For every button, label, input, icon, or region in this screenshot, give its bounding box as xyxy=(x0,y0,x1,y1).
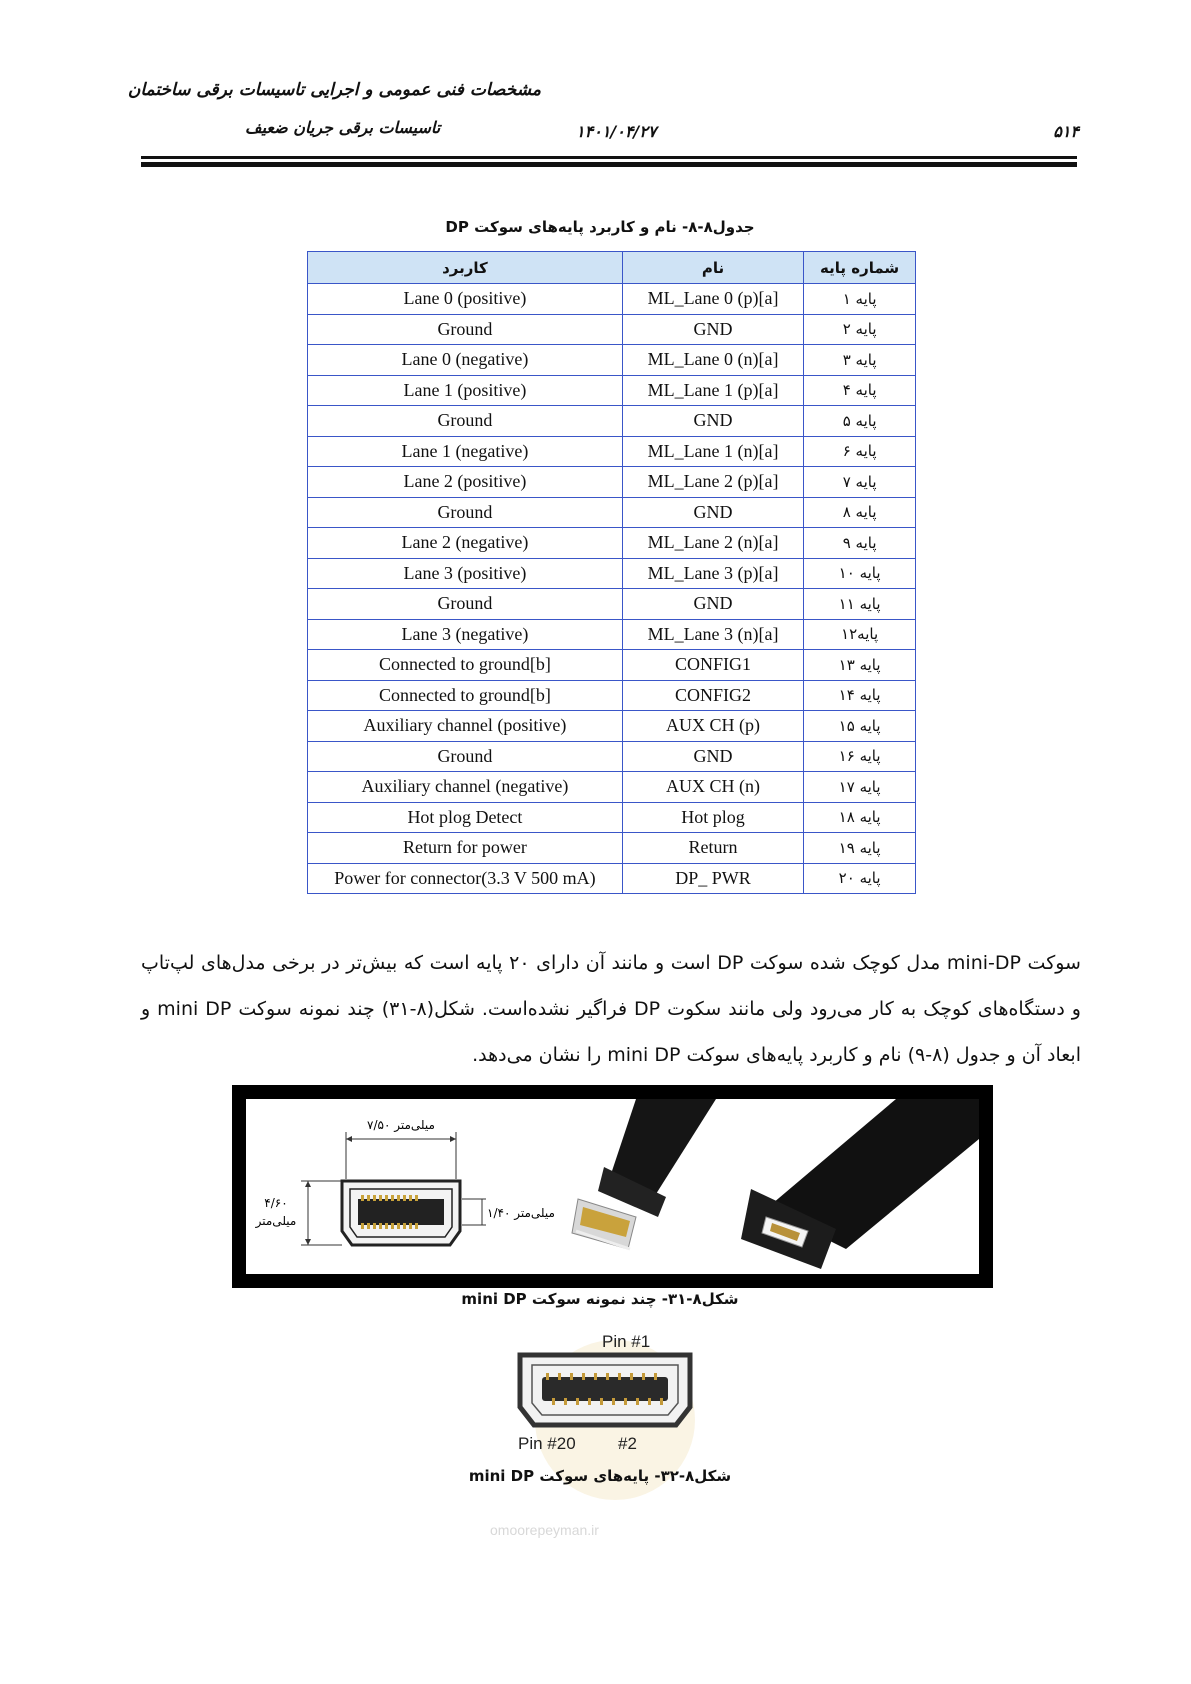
cell-name: GND xyxy=(622,741,803,772)
cell-name: CONFIG2 xyxy=(622,680,803,711)
figure2-caption: شکل۸-۳۲- پایه‌های سوکت mini DP xyxy=(468,1467,732,1485)
cell-usage: Ground xyxy=(308,589,623,620)
dim-height-value: ۴/۶۰ xyxy=(264,1196,288,1210)
dim-width-label: ۷/۵۰ میلی‌متر xyxy=(367,1118,435,1132)
cell-pin: پایه ۱۴ xyxy=(804,680,916,711)
cell-name: GND xyxy=(622,314,803,345)
table-row xyxy=(308,772,916,803)
cell-usage: Lane 1 (negative) xyxy=(308,436,623,467)
cell-name: ML_Lane 3 (p)[a] xyxy=(622,558,803,589)
table-row xyxy=(308,467,916,498)
table-row xyxy=(308,497,916,528)
cell-name: CONFIG1 xyxy=(622,650,803,681)
table-row xyxy=(308,680,916,711)
label-pin2: #2 xyxy=(618,1434,637,1453)
dim-inner-label: ۱/۴۰ میلی‌متر xyxy=(487,1206,555,1220)
cell-name: GND xyxy=(622,406,803,437)
table-row xyxy=(308,284,916,315)
mini-dp-male-plug xyxy=(572,1099,716,1249)
cell-pin: پایه ۲ xyxy=(804,314,916,345)
cell-pin: پایه ۱۱ xyxy=(804,589,916,620)
cell-pin: پایه ۷ xyxy=(804,467,916,498)
cell-usage: Connected to ground[b] xyxy=(308,680,623,711)
cell-usage: Auxiliary channel (positive) xyxy=(308,711,623,742)
cell-pin: پایه ۶ xyxy=(804,436,916,467)
cell-name: AUX CH (n) xyxy=(622,772,803,803)
cell-name: ML_Lane 3 (n)[a] xyxy=(622,619,803,650)
table-row xyxy=(308,619,916,650)
cell-name: GND xyxy=(622,589,803,620)
cell-usage: Lane 0 (positive) xyxy=(308,284,623,315)
cell-usage: Lane 2 (positive) xyxy=(308,467,623,498)
cell-pin: پایه۱۲ xyxy=(804,619,916,650)
body-paragraph: سوکت mini-DP مدل کوچک شده سوکت DP است و مانند آن دارای ۲۰ پایه است که بیش‌تر در برخی مدل‌های لپ‌تاپ و دستگاه‌های کوچک به کار می‌رود ولی مانند سکوت DP فراگیر نشده‌است. شکل(۸-۳۱) چند نمونه سوکت mini DP و ابعاد آن و جدول (۸-۹) نام و کاربرد پایه‌های سوکت mini DP را نشان می‌دهد. xyxy=(141,952,1081,1066)
cell-pin: پایه ۸ xyxy=(804,497,916,528)
table-caption: جدول۸-۸- نام و کاربرد پایه‌های سوکت DP xyxy=(445,218,755,236)
mini-dp-female-socket xyxy=(741,1099,979,1269)
document-title: مشخصات فنی عمومی و اجرایی تاسیسات برقی ساختمان xyxy=(127,80,541,100)
table-row xyxy=(308,406,916,437)
cell-usage: Auxiliary channel (negative) xyxy=(308,772,623,803)
figure-mini-dp-pins xyxy=(490,1325,720,1545)
cell-usage: Lane 3 (positive) xyxy=(308,558,623,589)
cell-pin: پایه ۱۳ xyxy=(804,650,916,681)
label-pin1: Pin #1 xyxy=(602,1332,651,1351)
cell-pin: پایه ۲۰ xyxy=(804,863,916,894)
cell-name: ML_Lane 1 (p)[a] xyxy=(622,375,803,406)
cell-name: ML_Lane 2 (n)[a] xyxy=(622,528,803,559)
cell-pin: پایه ۱۷ xyxy=(804,772,916,803)
table-row xyxy=(308,741,916,772)
cell-pin: پایه ۴ xyxy=(804,375,916,406)
cell-pin: پایه ۱۹ xyxy=(804,833,916,864)
document-subtitle: تاسیسات برقی جریان ضعیف xyxy=(245,118,441,137)
header-rule-thick xyxy=(141,162,1077,167)
cell-name: ML_Lane 1 (n)[a] xyxy=(622,436,803,467)
cell-usage: Lane 1 (positive) xyxy=(308,375,623,406)
cell-pin: پایه ۵ xyxy=(804,406,916,437)
cell-name: AUX CH (p) xyxy=(622,711,803,742)
table-row xyxy=(308,375,916,406)
table-row xyxy=(308,345,916,376)
connector-dimension-drawing xyxy=(255,1118,555,1245)
cell-name: GND xyxy=(622,497,803,528)
cell-name: Return xyxy=(622,833,803,864)
watermark-text: omoorepeyman.ir xyxy=(490,1522,599,1538)
cell-name: DP_ PWR xyxy=(622,863,803,894)
table-row xyxy=(308,711,916,742)
cell-name: Hot plog xyxy=(622,802,803,833)
cell-usage: Ground xyxy=(308,497,623,528)
cell-usage: Return for power xyxy=(308,833,623,864)
cell-usage: Lane 0 (negative) xyxy=(308,345,623,376)
table-row xyxy=(308,802,916,833)
cell-pin: پایه ۱ xyxy=(804,284,916,315)
cell-pin: پایه ۱۰ xyxy=(804,558,916,589)
table-header-row xyxy=(308,252,916,284)
pin-table-body xyxy=(308,284,916,894)
table-row xyxy=(308,436,916,467)
cell-usage: Connected to ground[b] xyxy=(308,650,623,681)
table-row xyxy=(308,833,916,864)
cell-usage: Lane 3 (negative) xyxy=(308,619,623,650)
cell-usage: Ground xyxy=(308,314,623,345)
page-number: ۵۱۴ xyxy=(1053,122,1079,141)
cell-name: ML_Lane 0 (n)[a] xyxy=(622,345,803,376)
cell-usage: Lane 2 (negative) xyxy=(308,528,623,559)
mini-dp-drawing xyxy=(246,1099,979,1274)
header-pin: شماره پایه xyxy=(804,252,916,284)
cell-name: ML_Lane 2 (p)[a] xyxy=(622,467,803,498)
cell-pin: پایه ۳ xyxy=(804,345,916,376)
header-rule-thin xyxy=(141,156,1077,159)
pin-table xyxy=(307,251,916,894)
cell-usage: Ground xyxy=(308,741,623,772)
table-row xyxy=(308,650,916,681)
figure1-caption: شکل۸-۳۱- چند نمونه سوکت mini DP xyxy=(461,1290,739,1308)
cell-name: ML_Lane 0 (p)[a] xyxy=(622,284,803,315)
header-usage: کاربرد xyxy=(308,252,623,284)
figure-mini-dp-samples xyxy=(232,1085,993,1288)
table-row xyxy=(308,558,916,589)
label-pin20: Pin #20 xyxy=(518,1434,576,1453)
header-name: نام xyxy=(622,252,803,284)
cell-usage: Hot plog Detect xyxy=(308,802,623,833)
dim-height-unit: میلی‌متر xyxy=(255,1214,297,1228)
cell-usage: Ground xyxy=(308,406,623,437)
cell-pin: پایه ۱۵ xyxy=(804,711,916,742)
cell-usage: Power for connector(3.3 V 500 mA) xyxy=(308,863,623,894)
table-row xyxy=(308,589,916,620)
table-row xyxy=(308,528,916,559)
cell-pin: پایه ۹ xyxy=(804,528,916,559)
table-row xyxy=(308,314,916,345)
cell-pin: پایه ۱۶ xyxy=(804,741,916,772)
table-row xyxy=(308,863,916,894)
document-date: ۱۴۰۱/۰۴/۲۷ xyxy=(576,122,657,141)
cell-pin: پایه ۱۸ xyxy=(804,802,916,833)
